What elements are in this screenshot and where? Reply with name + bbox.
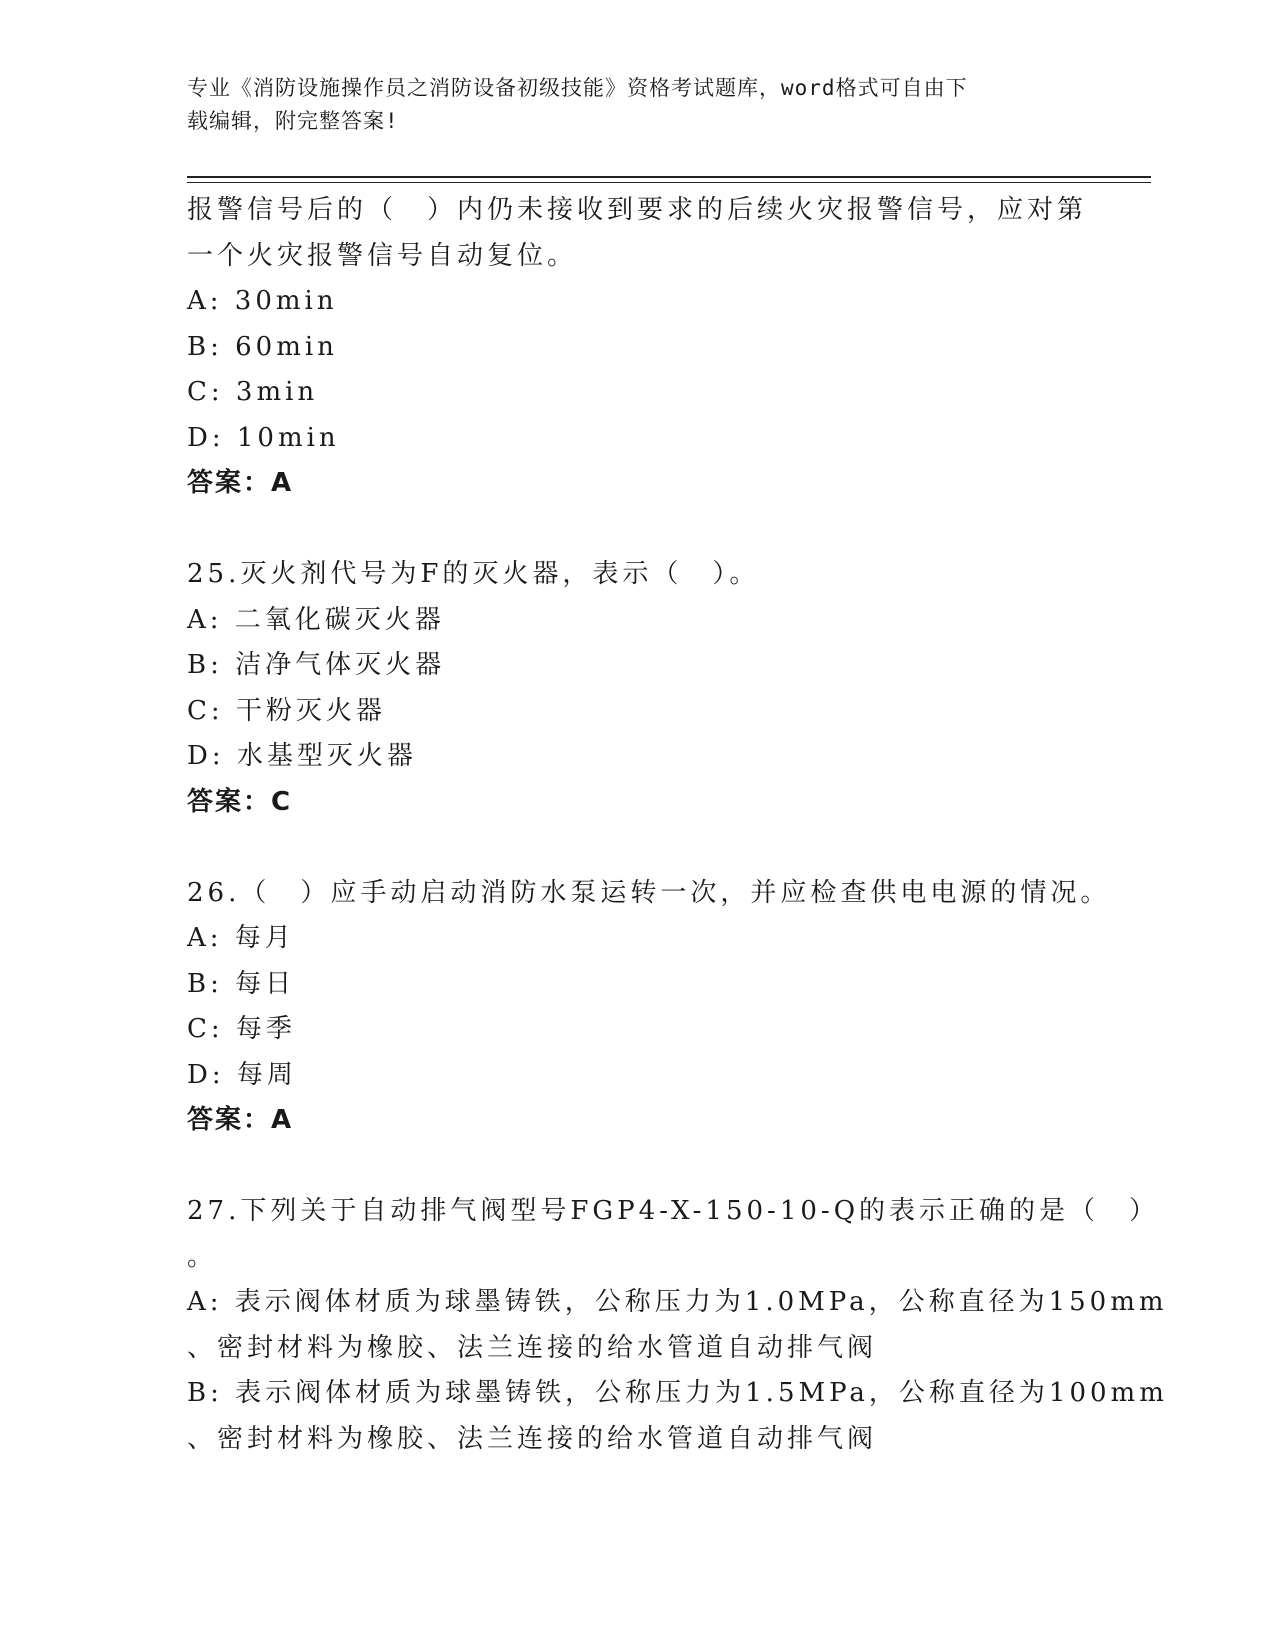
option-a-continued: 、密封材料为橡胶、法兰连接的给水管道自动排气阀 <box>187 1332 878 1363</box>
question-stem: 报警信号后的（ ）内仍未接收到要求的后续火灾报警信号，应对第 <box>187 195 1088 225</box>
question-26 <box>187 871 1111 1144</box>
answer-line: 答案：A <box>187 1105 294 1135</box>
option-b: B: 洁净气体灭火器 <box>187 650 446 680</box>
option-d: D: 10min <box>187 422 340 453</box>
spacer <box>187 1144 1087 1190</box>
option-c: C: 每季 <box>187 1014 296 1044</box>
question-stem: 26.（ ）应手动启动消防水泵运转一次，并应检查供电电源的情况。 <box>187 877 1111 908</box>
spacer <box>187 825 1087 871</box>
option-a: A: 二氧化碳灭火器 <box>187 604 445 635</box>
option-c: C: 3min <box>187 377 319 407</box>
document-header <box>187 72 1067 138</box>
spacer <box>187 507 1087 553</box>
option-b: B: 表示阀体材质为球墨铸铁，公称压力为1.5MPa，公称直径为100mm <box>187 1378 1168 1408</box>
option-a: A: 表示阀体材质为球墨铸铁，公称压力为1.0MPa，公称直径为150mm <box>187 1287 1168 1317</box>
question-24 <box>187 188 1087 507</box>
header-line-2: 载编辑，附完整答案! <box>187 109 399 133</box>
answer-line: 答案：C <box>187 786 293 817</box>
option-b-continued: 、密封材料为橡胶、法兰连接的给水管道自动排气阀 <box>187 1423 878 1454</box>
question-stem: 。 <box>187 1241 218 1272</box>
header-rule-thin <box>187 182 1151 183</box>
option-d: D: 每周 <box>187 1059 297 1090</box>
answer-line: 答案：A <box>187 468 294 498</box>
option-c: C: 干粉灭火器 <box>187 695 386 726</box>
question-27 <box>187 1189 1168 1462</box>
question-25 <box>187 552 1087 825</box>
question-stem: 25.灭火剂代号为F的灭火器，表示（ ）。 <box>187 559 760 589</box>
option-d: D: 水基型灭火器 <box>187 741 417 771</box>
header-rule-thick <box>187 176 1151 178</box>
option-b: B: 60min <box>187 331 338 362</box>
option-b: B: 每日 <box>187 968 296 999</box>
header-line-1: 专业《消防设施操作员之消防设备初级技能》资格考试题库，word格式可自由下 <box>187 76 968 100</box>
question-list <box>187 188 1168 1462</box>
question-stem: 27.下列关于自动排气阀型号FGP4-X-150-10-Q的表示正确的是（ ） <box>187 1196 1160 1226</box>
option-a: A: 30min <box>187 286 338 316</box>
option-a: A: 每月 <box>187 923 295 953</box>
question-stem: 一个火灾报警信号自动复位。 <box>187 240 578 271</box>
